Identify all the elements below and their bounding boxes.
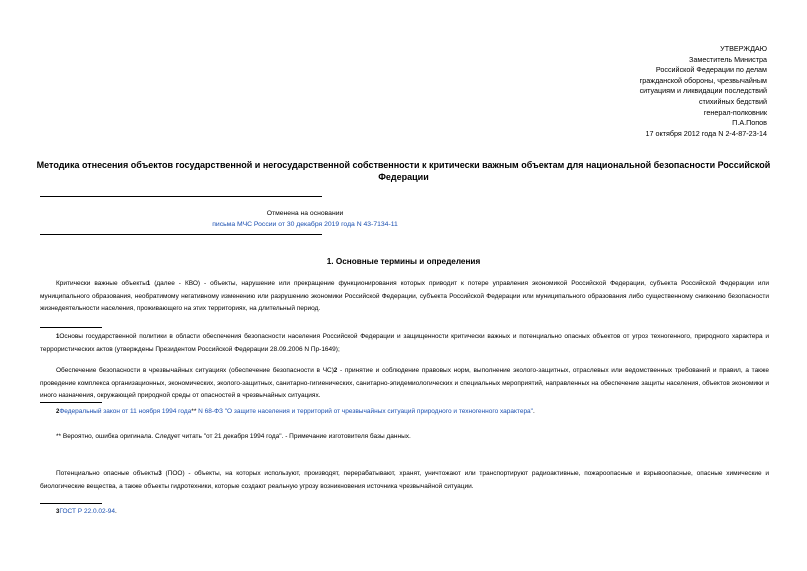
approval-line: стихийных бедствий [698, 96, 767, 106]
approval-line: П.А.Попов [732, 118, 767, 128]
law-link[interactable]: Федеральный закон от 11 ноября 1994 года [59, 408, 192, 415]
approval-line: ситуациям и ликвидации последствий [639, 86, 767, 96]
cancellation-notice [40, 208, 570, 230]
footnote-2-end: . [532, 408, 535, 415]
paragraph-kvo [40, 278, 769, 314]
cancellation-link[interactable]: письма МЧС России от 30 декабря 2019 года N 43-7134-11 [212, 221, 398, 228]
footnote-divider [40, 327, 102, 328]
paragraph-safety [40, 365, 769, 401]
paragraph-poo [40, 468, 769, 493]
term-kvo: Критически важные объекты [56, 280, 147, 287]
footnote-ref-3[interactable]: 3 [158, 471, 162, 477]
footnote-ref-1[interactable]: 1 [146, 281, 151, 287]
footnote-2 [40, 406, 769, 419]
footnote-mark-1: 1 [56, 334, 60, 340]
editor-note [40, 431, 769, 443]
cancellation-text: Отменена на основании [266, 210, 344, 217]
footnote-divider [40, 503, 102, 504]
term-poo: Потенциально опасные объекты [56, 470, 159, 477]
term-safety: Обеспечение безопасности в чрезвычайных ситуациях (обеспечение безопасности в ЧС) [56, 367, 334, 374]
approval-block [640, 44, 767, 139]
law-title-link[interactable]: N 68-ФЗ "О защите населения и территорий от чрезвычайных ситуаций природного и техногенного характера" [198, 408, 533, 415]
footnote-3 [40, 506, 769, 519]
footnote-mark-3: 3 [56, 509, 60, 515]
footnote-mark-2: 2 [56, 409, 60, 415]
approval-line: генерал-полковник [703, 107, 767, 117]
document-title: Методика отнесения объектов государственной и негосударственной собственности к критически важным объектам для национальной безопасности Российской Федерации [36, 160, 771, 182]
gost-link[interactable]: ГОСТ Р 22.0.02-94 [59, 508, 116, 515]
editor-note-text: ** Вероятно, ошибка оригинала. Следует читать "от 21 декабря 1994 года". - Примечание изготовителя базы данных. [56, 433, 411, 440]
footnote-ref-2[interactable]: 2 [333, 368, 338, 374]
approval-line: УТВЕРЖДАЮ [720, 44, 767, 53]
section-heading: 1. Основные термины и определения [326, 257, 481, 266]
footnote-1 [40, 331, 769, 356]
approval-date: 17 октября 2012 года N 2-4-87-23-14 [645, 128, 767, 138]
footnote-3-end: . [115, 508, 117, 515]
footnote-divider [40, 402, 102, 403]
approval-line: гражданской обороны, чрезвычайным [639, 75, 767, 85]
definition-kvo: (далее - КВО) - объекты, нарушение или прекращение функционирования которых приводит к потере управления экономикой Российской Федерации, субъекта Российской Федерации или муниципального образования, необратимому негативному изменению или разрушению экономики Российской Федерации, субъекта Российской Федерации или муниципального образования либо существенному снижению безопасности жизнедеятельности населения, проживающего на этих территориях, на длительный период. [40, 280, 769, 312]
footnote-1-text: Основы государственной политики в области обеспечения безопасности населения Российской Федерации и защищенности критически важных и потенциально опасных объектов от угроз техногенного, природного характера и террористических актов (утверждены Президентом Российской Федерации 28.09.2006 N Пр-1649); [40, 333, 769, 353]
approval-line: Российской Федерации по делам [655, 65, 767, 75]
divider-top [40, 196, 322, 197]
footnote-2-stars: ** [191, 408, 197, 415]
definition-poo: (ПОО) - объекты, на которых используют, производят, перерабатывают, хранят, уничтожают или транспортируют радиоактивные, пожароопасные и взрывоопасные, опасные химические и биологические вещества, а также объекты гидротехники, которые создают реальную угрозу возникновения источника чрезвычайной ситуации. [40, 470, 769, 490]
definition-safety: - принятие и соблюдение правовых норм, выполнение эколого-защитных, отраслевых или ведомственных требований и правил, а также проведение комплекса организационных, экономических, эколого-защитных, санитарно-гигиенических, санитарно-эпидемиологических и специальных мероприятий, направленных на обеспечение защиты населения, объектов экономики и иного назначения, окружающей природной среды от опасностей в чрезвычайных ситуациях. [40, 367, 769, 399]
approval-line: Заместитель Министра [689, 54, 767, 64]
divider-bottom [40, 234, 322, 235]
